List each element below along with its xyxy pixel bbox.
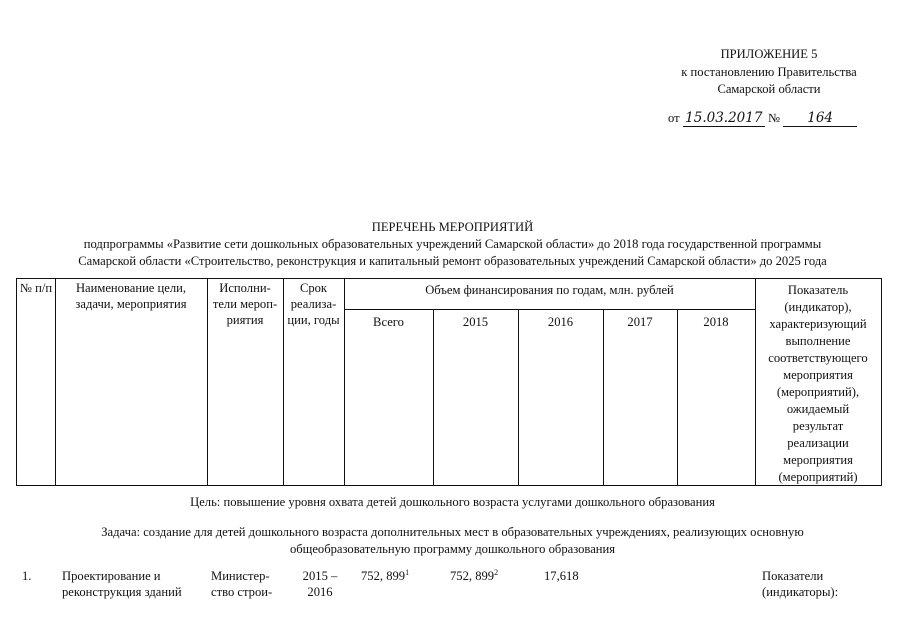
decree-line-1: к постановлению Правительства [681, 65, 857, 79]
col-header-total: Всего [373, 315, 404, 329]
row1-number: 1. [22, 569, 32, 583]
number-label: № [767, 111, 780, 125]
col-header-indicator: Показатель (индикатор), характеризующий выполнение соответствующего мероприятия (мероприятий), ожидаемый результат реализации мероприятия (мероприятий) [768, 283, 868, 484]
row1-2016: 17,618 [544, 569, 579, 583]
decree-date-line [668, 110, 878, 127]
col-header-term: Срок реализа- ции, годы [287, 281, 340, 327]
col-header-funding: Объем финансирования по годам, млн. рублей [425, 283, 674, 297]
row1-term: 2015 – 2016 [302, 569, 338, 599]
decree-number: 164 [783, 110, 857, 127]
row1-name: Проектирование и реконструкция зданий [62, 569, 182, 599]
decree-date: 15.03.2017 [683, 110, 765, 127]
goal-text: Цель: повышение уровня охвата детей дошкольного возраста услугами дошкольного образования [190, 495, 715, 509]
measures-table-header [16, 278, 882, 486]
col-header-executor: Исполни- тели мероп- риятия [212, 281, 278, 327]
col-header-2017: 2017 [627, 315, 653, 329]
task-line-1: Задача: создание для детей дошкольного возраста дополнительных мест в образовательных учреждениях, реализующих основную [101, 525, 804, 539]
document-subtitle-2: Самарской области «Строительство, реконструкция и капитальный ремонт образовательных учреждений Самарской области» до 2025 года [78, 254, 827, 268]
decree-line-2: Самарской области [717, 82, 821, 96]
col-header-name: Наименование цели, задачи, мероприятия [75, 281, 187, 311]
col-header-2015: 2015 [462, 315, 489, 329]
row1-indicator: Показатели (индикаторы): [762, 569, 839, 599]
row1-total: 752, $899^1$ [361, 567, 410, 583]
col-header-number: № п/п [19, 281, 53, 295]
from-label: от [668, 111, 680, 125]
document-subtitle-1: подпрограммы «Развитие сети дошкольных образовательных учреждений Самарской области» до 2018 года государственной программы [83, 237, 822, 251]
appendix-label: ПРИЛОЖЕНИЕ 5 [720, 47, 818, 61]
row1-2015: 752, $899^2$ [450, 567, 499, 583]
col-header-2016: 2016 [547, 315, 574, 329]
row1-executor: Министер- ство строи- [211, 569, 273, 599]
col-header-2018: 2018 [703, 315, 729, 329]
document-title: ПЕРЕЧЕНЬ МЕРОПРИЯТИЙ [371, 220, 534, 234]
task-line-2: общеобразовательную программу дошкольного образования [289, 542, 616, 556]
